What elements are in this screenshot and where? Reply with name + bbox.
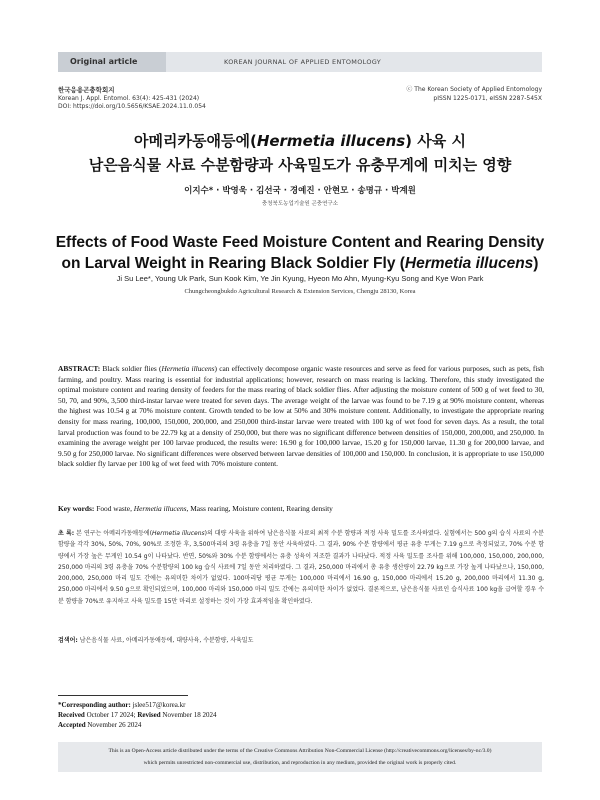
license-line2: which permits unrestricted non-commercial use, distribution, and reproduction in any medium, provided the original work is properly cited. <box>143 760 457 766</box>
issn-text: pISSN 1225-0171, eISSN 2287-545X <box>433 94 542 102</box>
authors-en: Ji Su Lee*, Young Uk Park, Sun Kook Kim, Ye Jin Kyung, Hyeon Mo Ahn, Myung-Kyu Song and Kye Won Park <box>116 274 484 283</box>
copyright-block <box>406 86 542 103</box>
license-box <box>58 742 542 772</box>
footnotes-block <box>58 700 216 730</box>
license-line1: This is an Open-Access article distributed under the terms of the Creative Commons Attribution Non-Commercial License (http://creativecommons.org/licenses/by-nc/3.0) <box>108 748 492 754</box>
citation-block <box>58 86 206 112</box>
keywords-ko: 검색어: 남은음식물 사료, 아메리카동애등에, 대량사육, 수분함량, 사육밀도 <box>58 637 254 644</box>
affiliation-ko: 충청북도농업기술원 곤충연구소 <box>261 201 339 207</box>
keywords-en: Key words: Food waste, Hermetia illucens, Mass rearing, Moisture content, Rearing density <box>58 504 333 513</box>
journal-name-ko: 한국응용곤충학회지 <box>58 86 115 94</box>
title-en-line1: Effects of Food Waste Feed Moisture Content and Rearing Density <box>55 234 545 251</box>
footnote-divider <box>58 695 188 696</box>
title-en-line2: on Larval Weight in Rearing Black Soldier Fly (Hermetia illucens) <box>61 255 539 272</box>
affiliation-en: Chungcheongbukdo Agricultural Research & Extension Services, Chengju 28130, Korea <box>184 288 416 295</box>
title-ko-line2: 남은음식물 사료 수분함량과 사육밀도가 유충무게에 미치는 영향 <box>88 156 512 174</box>
corresponding-author: *Corresponding author: jslee517@korea.kr <box>58 701 186 709</box>
citation-text: Korean J. Appl. Entomol. 63(4): 425-431 (2024) <box>58 94 200 102</box>
abstract-paragraph: ABSTRACT: Black soldier flies (Hermetia illucens) can effectively decompose organic waste resources and serve as feed for various purposes, such as pets, fish farming, and poultry. Mass rearing is essential for industrial applications; however, research on mass rearing is lacking. Therefore, this study investigated the optimal moisture content and rearing density of feeders for the mass rearing of black soldier flies. After adjusting the moisture content of 500 g of wet feed to 30, 50, 70, and 90%, 3,500 third-instar larvae were treated for seven days. The average weight of the larvae was found to be 7.19 g at 90% moisture content, whereas the highest was 10.54 g at 70% moisture content. Growth tended to be low at 50% and 30% moisture content. Additionally, to investigate the appropriate rearing density for mass rearing, 100,000, 150,000, 200,000, and 250,000 third-instar larvae were treated with 100 kg of wet food for seven days. As a result, the total larval production was found to be 22.79 kg at a density of 250,000, but there was no significant difference between densities of 150,000, 200,000, and 250,000. In examining the average weight per 100 larvae produced, the results were: 16.90 g for 100,000 larvae, 15.20 g for 150,000 larvae, 11.30 g for 200,000 larvae, and 9.50 g for 250,000 larvae. No significant differences were observed between larvae densities of 100,000 and 150,000. In conclusion, it is appropriate to use 150,000 black soldier fly larvae per 100 kg of wet feed with 70% moisture content. <box>58 364 544 469</box>
korean-abstract-paragraph: 초 록: 본 연구는 아메리카동애등에(Hermetia illucens)의 대량 사육을 위하여 남은음식물 사료의 최적 수분 함량과 적정 사육 밀도를 조사하였다. 실험에서는 500 g의 습식 사료의 수분 함량을 각각 30%, 50%, 70%, 90%로 조정한 후, 3,500마리의 3령 유충을 7일 동안 사육하였다. 그 결과, 90% 수분 함량에서 평균 유충 무게는 7.19 g으로 측정되었고, 70% 수분 함량에서 가장 높은 무게인 10.54 g이 나타났다. 반면, 50%와 30% 수분 함량에서는 유충 성육이 저조한 결과가 나타났다. 적정 사육 밀도를 조사를 위해 100,000, 150,000, 200,000, 250,000 마리의 3령 유충을 70% 수분함량의 100 kg 습식 사료에 7일 동안 처리하였다. 그 결과, 250,000 마리에서 총 유충 생산량이 22.79 kg으로 가장 높게 나타났으나, 150,000, 200,000, 250,000 마리 밀도 간에는 유의미한 차이가 없었다. 100마리당 평균 무게는 100,000 마리에서 16.90 g, 150,000 마리에서 15.20 g, 200,000 마리에서 11.30 g, 250,000 마리에서 9.50 g으로 확인되었으며, 100,000 마리와 150,000 마리 밀도 간에는 유의미한 차이가 없었다. 결론적으로, 남은음식물 사료인 습식사료 100 kg을 급여할 경우 수분 함량을 70%로 유지하고 사육 밀도를 15만 마리로 설정하는 것이 가장 효과적임을 확인하였다. <box>58 530 544 605</box>
title-ko-line1: 아메리카동애등에(Hermetia illucens) 사육 시 <box>134 132 466 150</box>
article-type-label: Original article <box>70 57 138 66</box>
doi-link[interactable]: DOI: https://doi.org/10.5656/KSAE.2024.11.0.054 <box>58 103 206 110</box>
accepted-date: Accepted November 26 2024 <box>58 721 142 729</box>
author-email-link[interactable]: jslee517@korea.kr <box>132 701 186 709</box>
article-type-tag <box>58 52 166 72</box>
received-revised-dates: Received October 17 2024; Revised November 18 2024 <box>58 711 217 719</box>
copyright-text: ⓒ The Korean Society of Applied Entomology <box>406 86 542 93</box>
journal-name: KOREAN JOURNAL OF APPLIED ENTOMOLOGY <box>224 58 382 66</box>
authors-ko: 이지수* · 박영욱 · 김선국 · 경예진 · 안현모 · 송명규 · 박계원 <box>184 186 416 196</box>
